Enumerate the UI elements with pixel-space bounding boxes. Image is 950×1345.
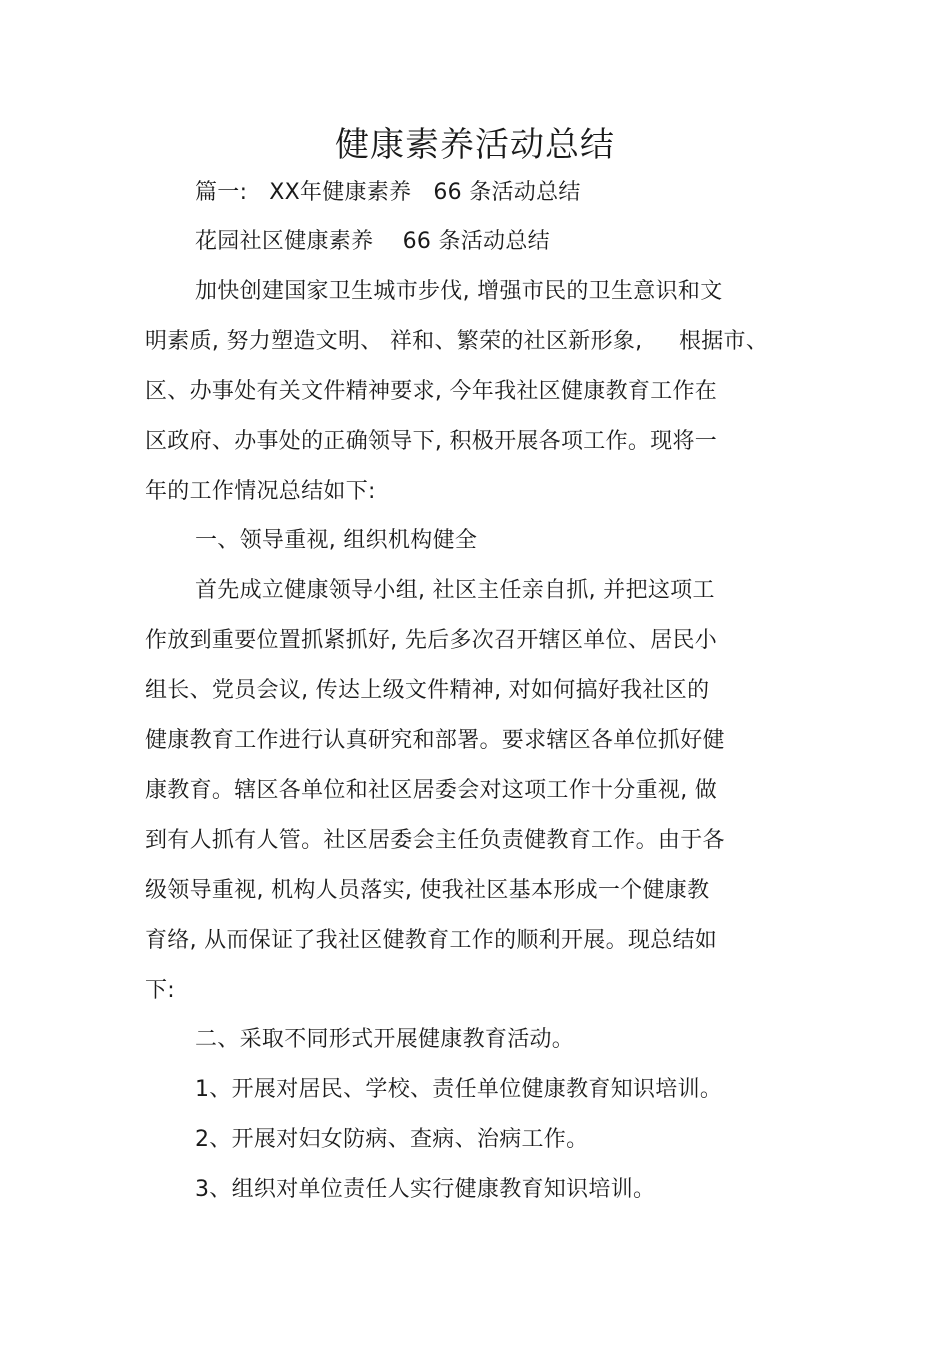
paragraph-line: 加快创建国家卫生城市步伐, 增强市民的卫生意识和文: [195, 279, 723, 304]
paragraph-line: 下:: [145, 978, 176, 1003]
section-heading-one: 一、领导重视, 组织机构健全: [195, 528, 478, 553]
paragraph-line: 作放到重要位置抓紧抓好, 先后多次召开辖区单位、居民小: [145, 628, 718, 653]
document-title: 健康素养活动总结: [335, 125, 615, 165]
paragraph-line: 首先成立健康领导小组, 社区主任亲自抓, 并把这项工: [195, 578, 715, 603]
list-item: 1、开展对居民、学校、责任单位健康教育知识培训。: [195, 1077, 723, 1102]
paragraph-line: 康教育。辖区各单位和社区居委会对这项工作十分重视, 做: [145, 778, 718, 803]
paragraph-line: 育络, 从而保证了我社区健教育工作的顺利开展。现总结如: [145, 928, 718, 953]
paragraph-line: 健康教育工作进行认真研究和部署。要求辖区各单位抓好健: [145, 728, 725, 753]
section-heading-community: 花园社区健康素养 66 条活动总结: [195, 229, 550, 254]
list-item: 3、组织对单位责任人实行健康教育知识培训。: [195, 1177, 656, 1202]
paragraph-line: 明素质, 努力塑造文明、 祥和、繁荣的社区新形象, 根据市、: [145, 329, 769, 354]
list-item: 2、开展对妇女防病、查病、治病工作。: [195, 1127, 589, 1152]
subtitle-line: 篇一: XX年健康素养 66 条活动总结: [195, 180, 581, 205]
paragraph-line: 到有人抓有人管。社区居委会主任负责健教育工作。由于各: [145, 828, 725, 853]
section-heading-two: 二、采取不同形式开展健康教育活动。: [195, 1027, 575, 1052]
paragraph-line: 组长、党员会议, 传达上级文件精神, 对如何搞好我社区的: [145, 678, 710, 703]
paragraph-line: 级领导重视, 机构人员落实, 使我社区基本形成一个健康教: [145, 878, 710, 903]
paragraph-line: 区、办事处有关文件精神要求, 今年我社区健康教育工作在: [145, 379, 718, 404]
paragraph-line: 区政府、办事处的正确领导下, 积极开展各项工作。现将一: [145, 429, 718, 454]
paragraph-line: 年的工作情况总结如下:: [145, 479, 376, 504]
